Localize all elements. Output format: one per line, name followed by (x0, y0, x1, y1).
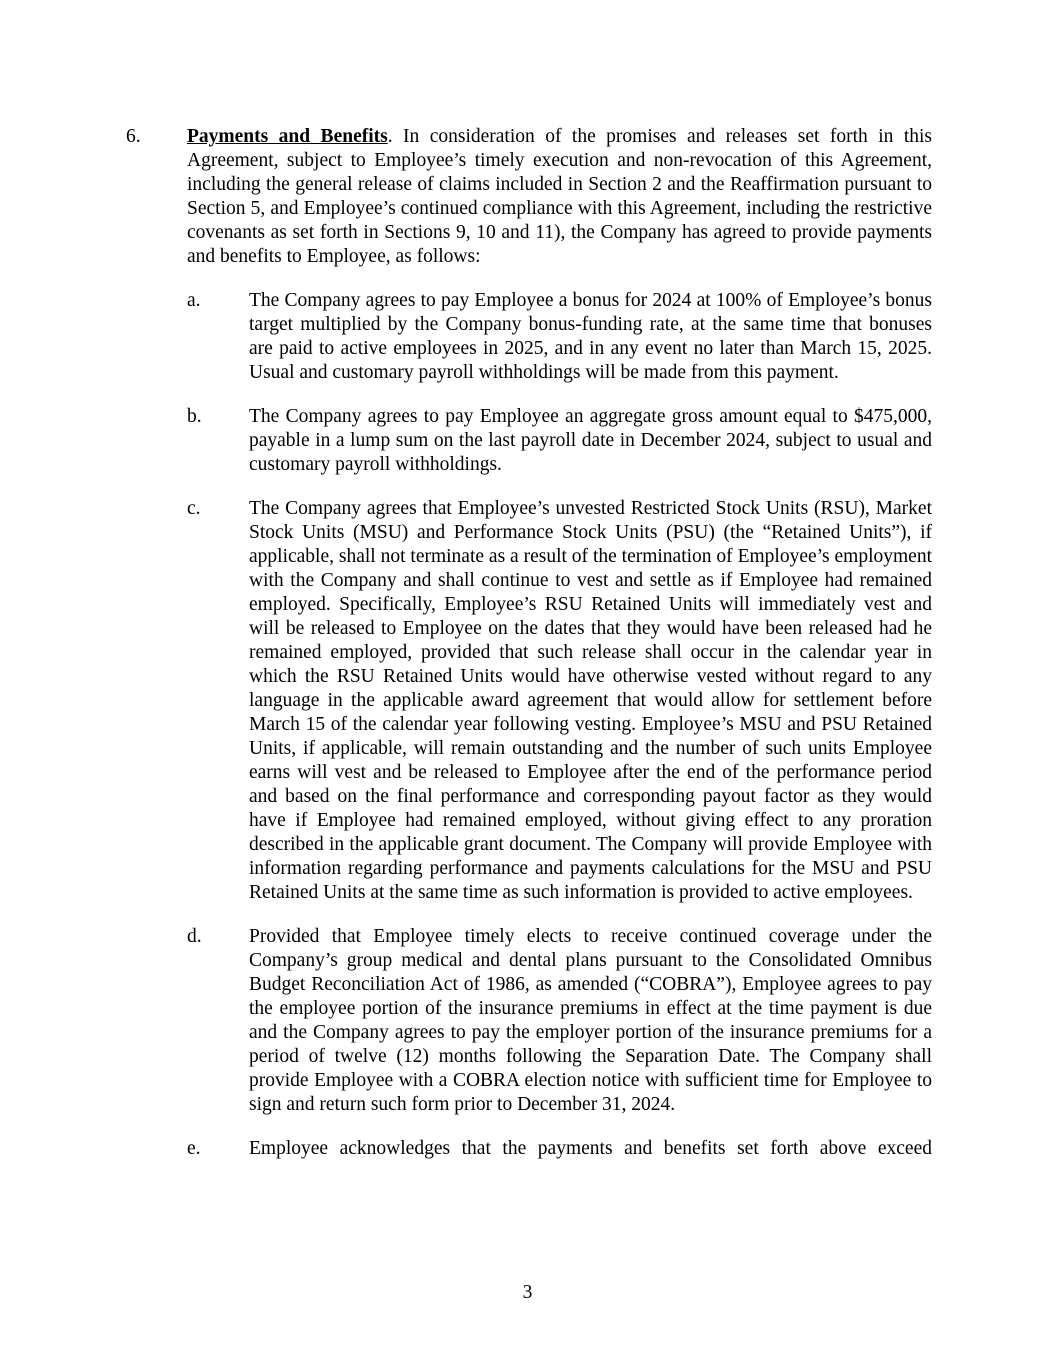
benefits-list (126, 289, 932, 1161)
page-number: 3 (522, 1282, 533, 1303)
list-item-a (126, 289, 932, 385)
list-item-text: The Company agrees that Employee’s unvested Restricted Stock Units (RSU), Market Stock Units (MSU) and Performance Stock Units (PSU) (the “Retained Units”), if applicable, shall not terminate as a result of the termination of Employee’s employment with the Company and shall continue to vest and settle as if Employee had remained employed. Specifically, Employee’s RSU Retained Units will immediately vest and will be released to Employee on the dates that they would have been released had he remained employed, provided that such release shall occur in the calendar year in which the RSU Retained Units would have otherwise vested without regard to any language in the applicable award agreement that would allow for settlement before March 15 of the calendar year following vesting. Employee’s MSU and PSU Retained Units, if applicable, will remain outstanding and the number of such units Employee earns will vest and be released to Employee after the end of the performance period and based on the final performance and corresponding payout factor as they would have if Employee had remained employed, without giving effect to any proration described in the applicable grant document. The Company will provide Employee with information regarding performance and payments calculations for the MSU and PSU Retained Units at the same time as such information is provided to active employees. (249, 498, 932, 903)
list-item-letter: b. (187, 406, 202, 427)
list-item-letter: a. (187, 290, 201, 311)
list-item-text: The Company agrees to pay Employee a bonus for 2024 at 100% of Employee’s bonus target multiplied by the Company bonus-funding rate, at the same time that bonuses are paid to active employees in 2025, and in any event no later than March 15, 2025. Usual and customary payroll withholdings will be made from this payment. (249, 290, 932, 383)
list-item-c (126, 497, 932, 905)
list-item-text: The Company agrees to pay Employee an aggregate gross amount equal to $475,000, payable in a lump sum on the last payroll date in December 2024, subject to usual and customary payroll withholdings. (249, 406, 932, 475)
section-title: Payments and Benefits (187, 126, 388, 147)
list-item-text: Provided that Employee timely elects to receive continued coverage under the Company’s group medical and dental plans pursuant to the Consolidated Omnibus Budget Reconciliation Act of 1986, as amended (“COBRA”), Employee agrees to pay the employee portion of the insurance premiums in effect at the time payment is due and the Company agrees to pay the employer portion of the insurance premiums for a period of twelve (12) months following the Separation Date. The Company shall provide Employee with a COBRA election notice with sufficient time for Employee to sign and return such form prior to December 31, 2024. (249, 926, 932, 1115)
list-item-b (126, 405, 932, 477)
list-item-d (126, 925, 932, 1117)
list-item-letter: d. (187, 926, 202, 947)
section-6 (126, 125, 932, 1181)
section-intro-paragraph (187, 125, 932, 269)
list-item-letter: e. (187, 1138, 201, 1159)
list-item-text: Employee acknowledges that the payments and benefits set forth above exceed (249, 1138, 932, 1159)
list-item-e (126, 1137, 932, 1161)
section-number: 6. (126, 126, 141, 147)
section-intro-text: . In consideration of the promises and releases set forth in this Agreement, subject to Employee’s timely execution and non-revocation of this Agreement, including the general release of claims included in Section 2 and the Reaffirmation pursuant to Section 5, and Employee’s continued compliance with this Agreement, including the restrictive covenants as set forth in Sections 9, 10 and 11), the Company has agreed to provide payments and benefits to Employee, as follows: (187, 126, 932, 267)
list-item-letter: c. (187, 498, 201, 519)
